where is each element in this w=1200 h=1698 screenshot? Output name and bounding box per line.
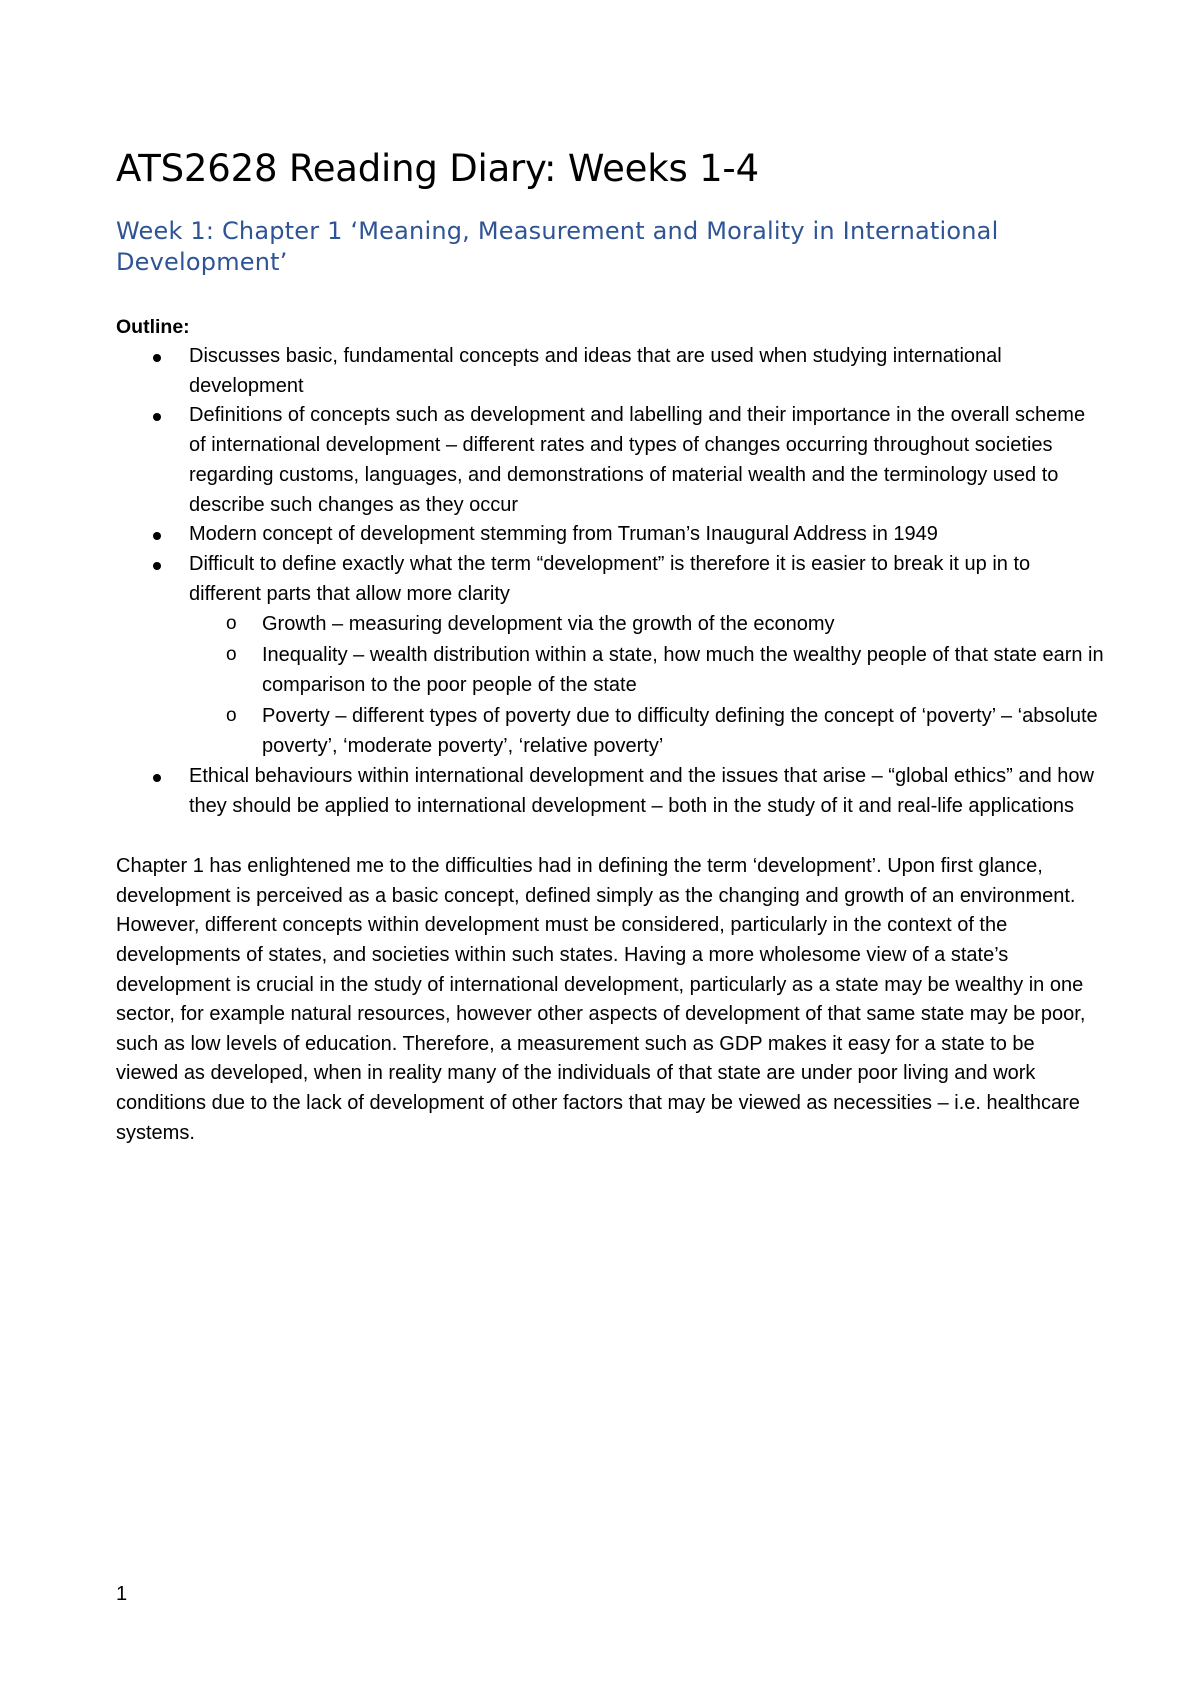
sub-bullet-item-poverty bbox=[189, 701, 1106, 762]
sub-bullet-text: Poverty – different types of poverty due to difficulty defining the concept of ‘poverty’ – ‘absolute poverty’, ‘moderate poverty’, ‘relative poverty’ bbox=[262, 704, 1098, 758]
bullet-dot-icon bbox=[153, 413, 161, 421]
bullet-item-3 bbox=[116, 520, 1106, 550]
sub-bullet-text: Inequality – wealth distribution within a state, how much the wealthy people of that state earn in comparison to the poor people of the state bbox=[262, 643, 1104, 697]
bullet-item-1 bbox=[116, 342, 1106, 401]
outline-bullet-list bbox=[116, 342, 1106, 821]
page-content bbox=[116, 140, 1106, 1148]
bullet-text: Difficult to define exactly what the term “development” is therefore it is easier to break it up in to different parts that allow more clarity bbox=[189, 552, 1031, 605]
bullet-item-2 bbox=[116, 401, 1106, 520]
bullet-text: Discusses basic, fundamental concepts and ideas that are used when studying international development bbox=[189, 345, 1002, 397]
bullet-dot-icon bbox=[153, 532, 161, 540]
document-title: ATS2628 Reading Diary: Weeks 1-4 bbox=[116, 147, 759, 190]
section-heading-week-1: Week 1: Chapter 1 ‘Meaning, Measurement and Morality in International Development’ bbox=[116, 217, 999, 276]
sub-bullet-item-growth bbox=[189, 609, 1106, 640]
sub-bullet-list bbox=[189, 609, 1106, 762]
hollow-circle-bullet-icon: o bbox=[226, 613, 237, 635]
bullet-dot-icon bbox=[153, 354, 161, 362]
sub-bullet-text: Growth – measuring development via the growth of the economy bbox=[262, 613, 835, 636]
bullet-text: Modern concept of development stemming from Truman’s Inaugural Address in 1949 bbox=[189, 523, 938, 546]
hollow-circle-bullet-icon: o bbox=[226, 704, 237, 726]
page-number: 1 bbox=[116, 1583, 128, 1605]
bullet-dot-icon bbox=[153, 562, 161, 570]
hollow-circle-bullet-icon: o bbox=[226, 643, 237, 665]
bullet-text: Ethical behaviours within international development and the issues that arise – “global ethics” and how they should be applied to international development – both in the study of it and real-life applications bbox=[189, 764, 1094, 817]
bullet-text: Definitions of concepts such as development and labelling and their importance in the overall scheme of international development – different rates and types of changes occurring throughout societies regarding customs, languages, and demonstrations of material wealth and the terminology used to describe such changes as they occur bbox=[189, 404, 1086, 516]
outline-label: Outline: bbox=[116, 316, 190, 338]
bullet-item-5 bbox=[116, 762, 1106, 821]
body-paragraph: Chapter 1 has enlightened me to the difficulties had in defining the term ‘development’. Upon first glance, development is perceived as a basic concept, defined simply as the changing and growth of an environment. However, different concepts within development must be considered, particularly in the context of the developments of states, and societies within such states. Having a more wholesome view of a state’s development is crucial in the study of international development, particularly as a state may be wealthy in one sector, for example natural resources, however other aspects of development of that same state may be poor, such as low levels of education. Therefore, a measurement such as GDP makes it easy for a state to be viewed as developed, when in reality many of the individuals of that state are under poor living and work conditions due to the lack of development of other factors that may be viewed as necessities – i.e. healthcare systems. bbox=[116, 855, 1086, 1144]
bullet-item-4 bbox=[116, 550, 1106, 762]
sub-bullet-item-inequality bbox=[189, 640, 1106, 701]
bullet-dot-icon bbox=[153, 774, 161, 782]
